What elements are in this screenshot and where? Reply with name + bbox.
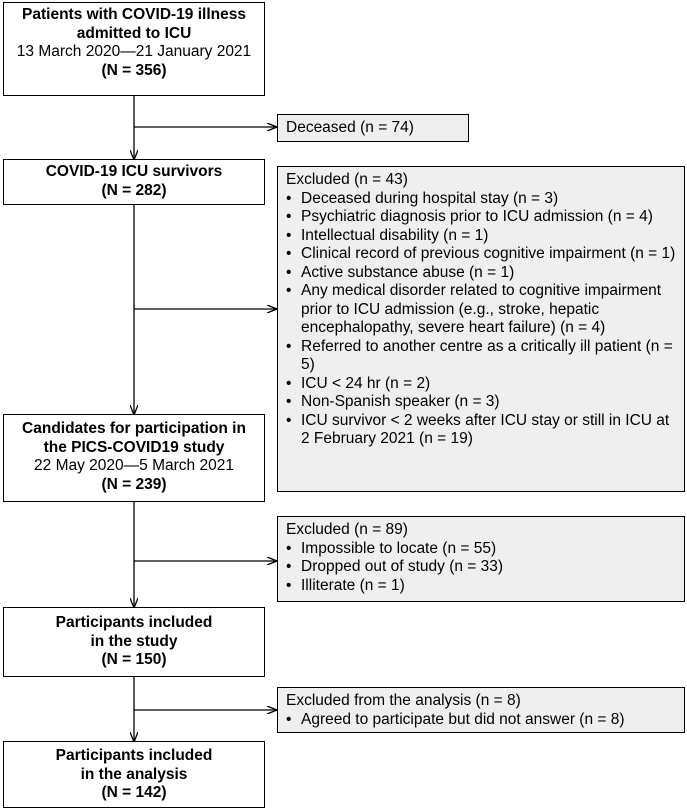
- list-item: [286, 282, 676, 338]
- box-count: (N = 239): [101, 475, 167, 493]
- bullet-icon: •: [286, 374, 292, 392]
- list-item: [286, 577, 676, 596]
- box-excluded-43: [277, 166, 685, 492]
- box-count: (N = 150): [101, 651, 167, 668]
- list-item-text: Referred to another centre as a critically ill patient (n = 5): [301, 337, 673, 373]
- bullet-icon: •: [286, 710, 292, 728]
- box-title-line: Patients with COVID-19 illness: [22, 6, 246, 23]
- list-item-text: ICU < 24 hr (n = 2): [301, 374, 431, 392]
- bullet-icon: •: [286, 282, 292, 299]
- box-date-range: 13 March 2020—21 January 2021: [16, 43, 252, 60]
- list-item: [286, 264, 676, 283]
- box-title-line: admitted to ICU: [76, 24, 192, 42]
- bullet-icon: •: [286, 576, 292, 594]
- list-item-text: Deceased during hospital stay (n = 3): [301, 189, 559, 207]
- list-item: [286, 245, 676, 264]
- bullet-icon: •: [286, 558, 292, 575]
- list-item-text: ICU survivor < 2 weeks after ICU stay or still in ICU at 2 February 2021 (n = 19): [301, 411, 670, 447]
- box-title-line: in the study: [90, 632, 178, 650]
- box-title-line: in the analysis: [80, 765, 188, 783]
- box-excluded-analysis: [277, 687, 685, 733]
- list-item: [286, 711, 676, 730]
- list-item: [286, 227, 676, 246]
- list-item-text: Active substance abuse (n = 1): [301, 263, 515, 281]
- list-item: [286, 338, 676, 375]
- list-item-text: Intellectual disability (n = 1): [301, 226, 489, 244]
- box-deceased: [277, 114, 469, 142]
- list-item: [286, 393, 676, 412]
- list-item: [286, 540, 676, 559]
- bullet-icon: •: [286, 208, 292, 225]
- bullet-icon: •: [286, 393, 292, 410]
- list-item: [286, 375, 676, 394]
- list-item-text: Non-Spanish speaker (n = 3): [301, 393, 500, 410]
- bullet-icon: •: [286, 337, 292, 355]
- box-excluded-89: [277, 516, 685, 602]
- side-box-title: Excluded (n = 89): [286, 521, 408, 538]
- box-icu-survivors: [3, 159, 265, 205]
- list-item: [286, 208, 676, 227]
- bullet-icon: •: [286, 226, 292, 244]
- list-item: [286, 558, 676, 577]
- box-admitted-to-icu: [3, 2, 265, 96]
- list-item-text: Illiterate (n = 1): [301, 576, 405, 594]
- box-count: (N = 356): [101, 61, 167, 79]
- box-participants-analysis: [3, 741, 265, 808]
- list-item: [286, 412, 676, 449]
- list-item-text: Clinical record of previous cognitive impairment (n = 1): [301, 245, 676, 262]
- box-title-line: COVID-19 ICU survivors: [45, 163, 223, 180]
- list-item-text: Any medical disorder related to cognitive impairment prior to ICU admission (e.g., stroke, hepatic encephalopathy, severe heart failure) (n = 4): [301, 282, 662, 336]
- box-title-line: Candidates for participation in: [22, 420, 246, 437]
- box-count: (N = 282): [101, 181, 167, 199]
- box-title-line: Participants included: [55, 614, 213, 631]
- bullet-icon: •: [286, 245, 292, 262]
- box-date-range: 22 May 2020—5 March 2021: [34, 457, 234, 474]
- box-count: (N = 142): [101, 784, 167, 801]
- list-item: [286, 190, 676, 209]
- side-box-title: Excluded from the analysis (n = 8): [286, 692, 521, 709]
- bullet-icon: •: [286, 539, 292, 557]
- box-candidates: [3, 414, 265, 502]
- side-box-title: Deceased (n = 74): [286, 119, 414, 136]
- box-title-line: the PICS-COVID19 study: [43, 438, 225, 456]
- bullet-icon: •: [286, 263, 292, 281]
- bullet-icon: •: [286, 189, 292, 207]
- list-item-text: Impossible to locate (n = 55): [301, 539, 497, 557]
- box-title-line: Participants included: [55, 747, 213, 764]
- list-item-text: Agreed to participate but did not answer (n = 8): [301, 710, 625, 728]
- box-participants-study: [3, 607, 265, 677]
- list-item-text: Psychiatric diagnosis prior to ICU admission (n = 4): [301, 208, 653, 225]
- list-item-text: Dropped out of study (n = 33): [301, 558, 504, 575]
- bullet-icon: •: [286, 411, 292, 429]
- side-box-title: Excluded (n = 43): [286, 171, 408, 188]
